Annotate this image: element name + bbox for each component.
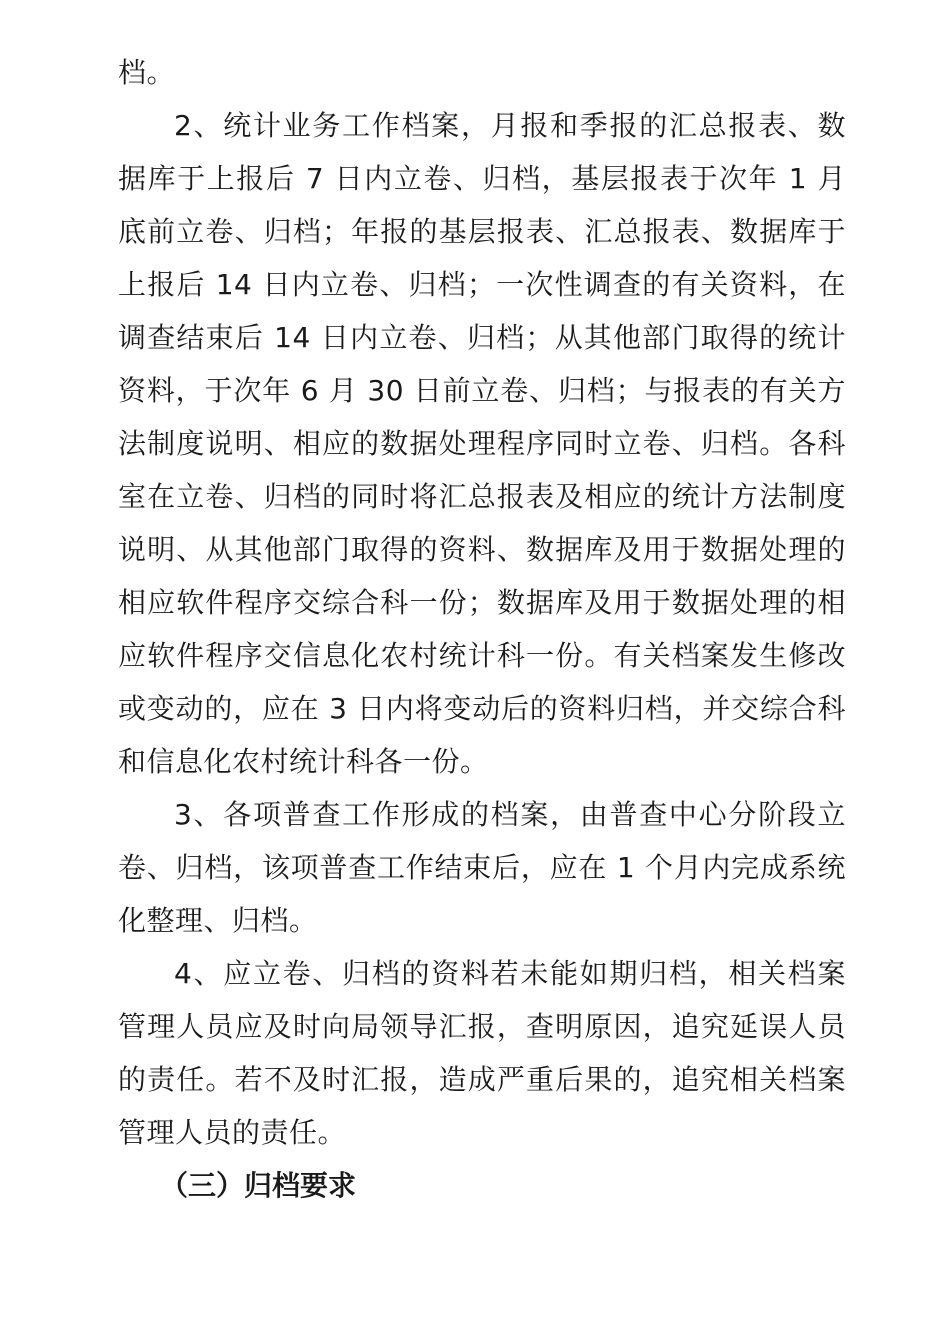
paragraph-continuation: 档。	[118, 56, 176, 89]
section-heading: （三）归档要求	[160, 1169, 357, 1202]
paragraph-item-3: 3、各项普查工作形成的档案，由普查中心分阶段立卷、归档，该项普查工作结束后，应在 1 个月内完成系统化整理、归档。	[118, 798, 846, 937]
paragraph-item-2: 2、统计业务工作档案，月报和季报的汇总报表、数据库于上报后 7 日内立卷、归档，基层报表于次年 1 月底前立卷、归档；年报的基层报表、汇总报表、数据库于上报后 14 日内立卷、归档；一次性调查的有关资料，在调查结束后 14 日内立卷、归档；从其他部门取得的统计资料，于次年 6 月 30 日前立卷、归档；与报表的有关方法制度说明、相应的数据处理程序同时立卷、归档。各科室在立卷、归档的同时将汇总报表及相应的统计方法制度说明、从其他部门取得的资料、数据库及用于数据处理的相应软件程序交综合科一份；数据库及用于数据处理的相应软件程序交信息化农村统计科一份。有关档案发生修改或变动的，应在 3 日内将变动后的资料归档，并交综合科和信息化农村统计科各一份。	[118, 109, 846, 778]
paragraph-item-4: 4、应立卷、归档的资料若未能如期归档，相关档案管理人员应及时向局领导汇报，查明原因，追究延误人员的责任。若不及时汇报，造成严重后果的，追究相关档案管理人员的责任。	[118, 957, 846, 1149]
document-page	[118, 46, 846, 1212]
